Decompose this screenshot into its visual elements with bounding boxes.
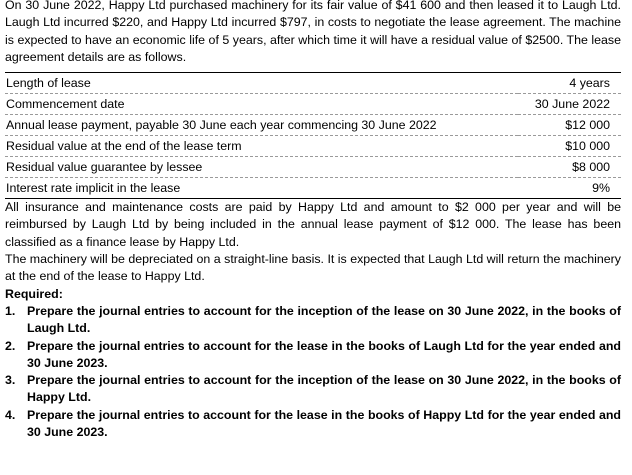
document-page — [5, 0, 621, 441]
row-value: 4 years — [518, 73, 621, 94]
row-label: Commencement date — [5, 94, 518, 115]
row-label: Length of lease — [5, 73, 518, 94]
list-item — [5, 338, 621, 373]
item-text: Prepare the journal entries to account for the lease in the books of Laugh Ltd for the year ended and 30 June 2023. — [27, 338, 621, 370]
depreciation-paragraph: The machinery will be depreciated on a straight-line basis. It is expected that Laugh Ltd will return the machinery at the end of the lease to Happy Ltd. — [5, 252, 621, 284]
table-row — [5, 136, 621, 157]
row-label: Annual lease payment, payable 30 June each year commencing 30 June 2022 — [5, 115, 518, 136]
row-value: $8 000 — [518, 157, 621, 178]
row-value: $10 000 — [518, 136, 621, 157]
row-value: 30 June 2022 — [518, 94, 621, 115]
list-item — [5, 303, 621, 338]
row-label: Residual value at the end of the lease term — [5, 136, 518, 157]
row-value: 9% — [518, 178, 621, 199]
item-number: 4. — [5, 407, 16, 422]
list-item — [5, 407, 621, 442]
row-value: $12 000 — [518, 115, 621, 136]
intro-paragraph: On 30 June 2022, Happy Ltd purchased machinery for its fair value of $41 600 and then leased it to Laugh Ltd. Laugh Ltd incurred $220, and Happy Ltd incurred $797, in costs to negotiate the lease agreement. The machine is expected to have an economic life of 5 years, after which time it will have a residual value of $2500. The lease agreement details are as follows. — [5, 0, 621, 64]
row-label: Residual value guarantee by lessee — [5, 157, 518, 178]
table-row — [5, 178, 621, 199]
table-row — [5, 157, 621, 178]
table-row — [5, 115, 621, 136]
item-number: 3. — [5, 373, 16, 388]
item-text: Prepare the journal entries to account for the inception of the lease on 30 June 2022, in the books of Laugh Ltd. — [27, 303, 621, 336]
item-text: Prepare the journal entries to account for the lease in the books of Happy Ltd for the year ended and 30 June 2023. — [27, 407, 621, 440]
requirements-list — [5, 303, 621, 441]
item-number: 2. — [5, 338, 16, 353]
list-item — [5, 372, 621, 407]
table-row — [5, 94, 621, 115]
row-label: Interest rate implicit in the lease — [5, 178, 518, 199]
item-number: 1. — [5, 303, 16, 318]
item-text: Prepare the journal entries to account for the inception of the lease on 30 June 2022, in the books of Happy Ltd. — [27, 373, 621, 405]
table-row — [5, 73, 621, 94]
lease-details-table — [5, 72, 621, 199]
required-heading: Required: — [5, 286, 63, 301]
insurance-paragraph: All insurance and maintenance costs are paid by Happy Ltd and amount to $2 000 per year and will be reimbursed by Laugh Ltd by being included in the annual lease payment of $12 000. The lease has been classified as a finance lease by Happy Ltd. — [5, 200, 621, 249]
